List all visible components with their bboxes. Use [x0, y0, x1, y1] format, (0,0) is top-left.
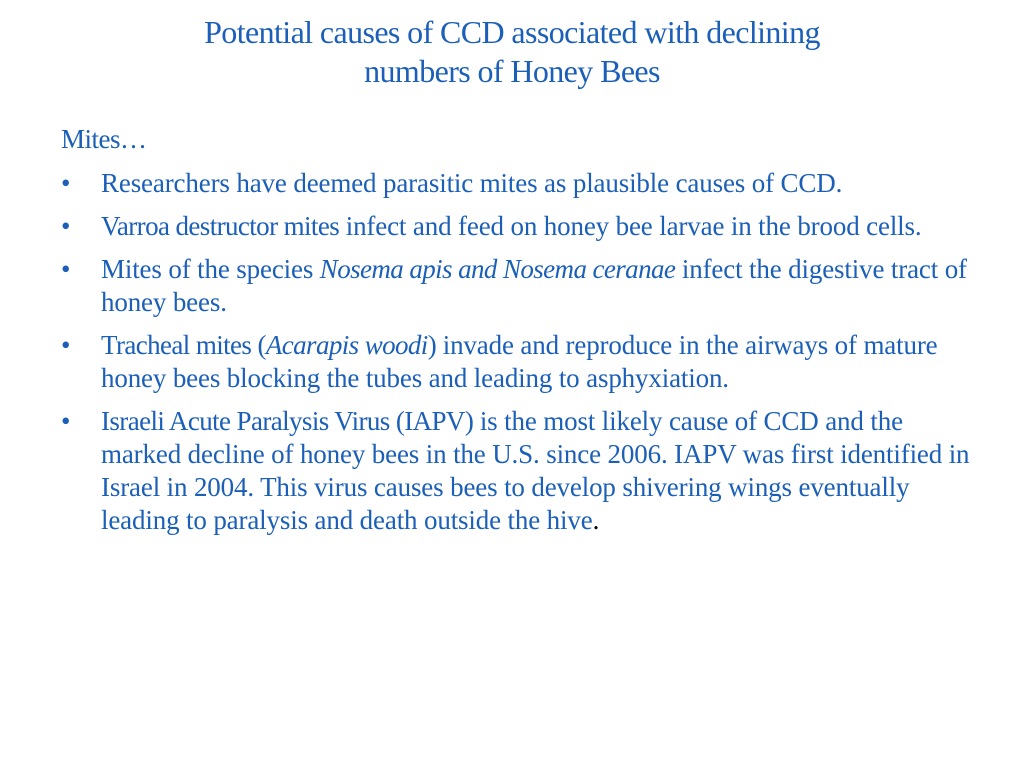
- bullet-text: is the most likely cause of CCD and the marked decline of honey bees in the U.S. since 2006. IAPV was first identified in Israel in 2004. This virus causes bees to develop shivering wings eventually leading to paralysis and death outside the hive: [101, 406, 970, 535]
- bullet-term-italic: Acarapis woodi: [265, 330, 428, 360]
- bullet-end-punctuation: .: [592, 505, 600, 535]
- bullet-text: infect the digestive tract of honey bees.: [101, 254, 967, 317]
- bullet-item: [61, 253, 971, 319]
- bullet-marker: •: [61, 406, 71, 436]
- title-line-2: numbers of Honey Bees: [364, 53, 660, 89]
- bullet-term: Tracheal mites (: [101, 330, 266, 360]
- slide-title: [60, 13, 964, 91]
- bullet-item: [61, 167, 971, 200]
- bullet-item: [61, 329, 971, 395]
- bullet-marker: •: [61, 211, 71, 241]
- bullet-list: [61, 167, 971, 547]
- section-heading: Mites…: [61, 124, 147, 154]
- bullet-marker: •: [61, 254, 71, 284]
- bullet-item: [61, 405, 971, 537]
- bullet-marker: •: [61, 168, 71, 198]
- bullet-term: Israeli Acute Paralysis Virus (IAPV): [101, 406, 474, 436]
- bullet-term-italic: Nosema apis and Nosema ceranae: [319, 254, 676, 284]
- bullet-marker: •: [61, 330, 71, 360]
- bullet-text: Mites of the species: [101, 254, 320, 284]
- bullet-term: Varroa destructor mites: [101, 211, 340, 241]
- bullet-term: ): [427, 330, 437, 360]
- bullet-text: Researchers have deemed parasitic mites as plausible causes of CCD.: [101, 168, 843, 198]
- bullet-text: invade and reproduce in the airways of mature honey bees blocking the tubes and leading to asphyxiation.: [101, 330, 938, 393]
- bullet-item: [61, 210, 971, 243]
- bullet-text: infect and feed on honey bee larvae in the brood cells.: [339, 211, 922, 241]
- title-line-1: Potential causes of CCD associated with declining: [204, 14, 820, 50]
